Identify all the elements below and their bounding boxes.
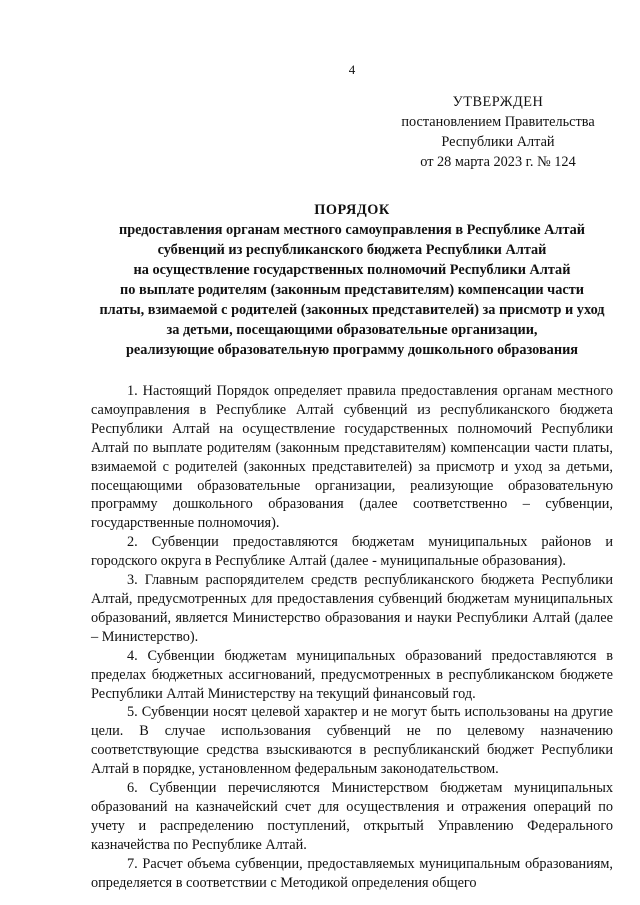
document-subtitle-line: субвенций из республиканского бюджета Республики Алтай bbox=[157, 242, 547, 258]
document-subtitle-line: по выплате родителям (законным представителям) компенсации части bbox=[120, 282, 584, 298]
document-body bbox=[91, 382, 613, 892]
approval-region: Республики Алтай bbox=[441, 134, 555, 150]
document-title-block bbox=[91, 200, 613, 360]
approval-date: от 28 марта 2023 г. № 124 bbox=[420, 154, 576, 170]
document-subtitle-line: на осуществление государственных полномочий Республики Алтай bbox=[133, 262, 571, 278]
paragraph-2: 2. Субвенции предоставляются бюджетам муниципальных районов и городского округа в Республике Алтай (далее - муниципальные образования). bbox=[91, 534, 613, 570]
document-title: ПОРЯДОК bbox=[314, 202, 390, 218]
paragraph-7: 7. Расчет объема субвенции, предоставляемых муниципальным образованиям, определяется в соответствии с Методикой определения общего bbox=[91, 855, 613, 891]
document-subtitle-line: за детьми, посещающими образовательные организации, bbox=[166, 322, 538, 338]
approval-authority: постановлением Правительства bbox=[401, 114, 595, 130]
page-number: 4 bbox=[348, 62, 356, 77]
document-subtitle-line: платы, взимаемой с родителей (законных представителей) за присмотр и уход bbox=[99, 302, 605, 318]
approval-stamp bbox=[393, 92, 603, 172]
document-subtitle-line: реализующие образовательную программу дошкольного образования bbox=[125, 342, 579, 358]
paragraph-5: 5. Субвенции носят целевой характер и не могут быть использованы на другие цели. В случае использования субвенций не по целевому назначению соответствующие средства взыскиваются в республиканский бюджет Республики Алтай в порядке, установленном федеральным законодательством. bbox=[91, 704, 613, 778]
paragraph-1: 1. Настоящий Порядок определяет правила предоставления органам местного самоуправления в Республике Алтай субвенций из республиканского бюджета Республики Алтай на осуществление государственных полномочий Республики Алтай по выплате родителям (законным представителям) компенсации части платы, взимаемой с родителей (законных представителей) за присмотр и уход за детьми, посещающими образовательные организации, реализующие образовательную программу дошкольного образования (далее соответственно – субвенции, государственные полномочия). bbox=[91, 383, 613, 532]
approval-title: УТВЕРЖДЕН bbox=[452, 94, 544, 110]
document-subtitle-line: предоставления органам местного самоуправления в Республике Алтай bbox=[118, 222, 586, 238]
paragraph-3: 3. Главным распорядителем средств республиканского бюджета Республики Алтай, предусмотренных для предоставления субвенций бюджетам муниципальных образований, является Министерство образования и науки Республики Алтай (далее – Министерство). bbox=[91, 572, 613, 645]
paragraph-6: 6. Субвенции перечисляются Министерством бюджетам муниципальных образований на казначейский счет для осуществления и отражения операций по учету и распределению поступлений, открытый Управлению Федерального казначейства по Республике Алтай. bbox=[91, 780, 613, 853]
paragraph-4: 4. Субвенции бюджетам муниципальных образований предоставляются в пределах бюджетных ассигнований, предусмотренных в республиканском бюджете Республики Алтай Министерству на текущий финансовый год. bbox=[91, 647, 613, 702]
